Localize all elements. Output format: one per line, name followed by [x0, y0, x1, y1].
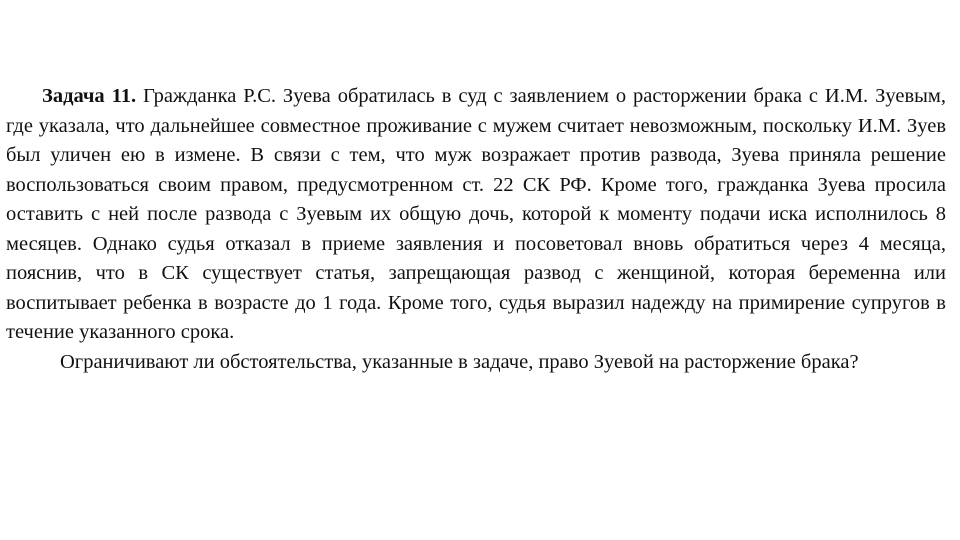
task-paragraph: [6, 82, 946, 348]
task-text-block: [6, 82, 946, 377]
task-body: Гражданка Р.С. Зуева обратилась в суд с заявлением о расторжении брака с И.М. Зуевым, где указала, что дальнейшее совместное проживание с мужем считает невозможным, поскольку И.М. Зуев был уличен ею в измене. В связи с тем, что муж возражает против развода, Зуева приняла решение воспользоваться своим правом, предусмотренном ст. 22 СК РФ. Кроме того, гражданка Зуева просила оставить с ней после развода с Зуевым их общую дочь, которой к моменту подачи иска исполнилось 8 месяцев. Однако судья отказал в приеме заявления и посоветовал вновь обратиться через 4 месяца, пояснив, что в СК существует статья, запрещающая развод с женщиной, которая беременна или воспитывает ребенка в возрасте до 1 года. Кроме того, судья выразил надежду на примирение супругов в течение указанного срока.: [6, 85, 946, 343]
task-question: Ограничивают ли обстоятельства, указанные в задаче, право Зуевой на расторжение брака?: [60, 350, 859, 373]
task-heading: Задача 11.: [42, 85, 137, 107]
